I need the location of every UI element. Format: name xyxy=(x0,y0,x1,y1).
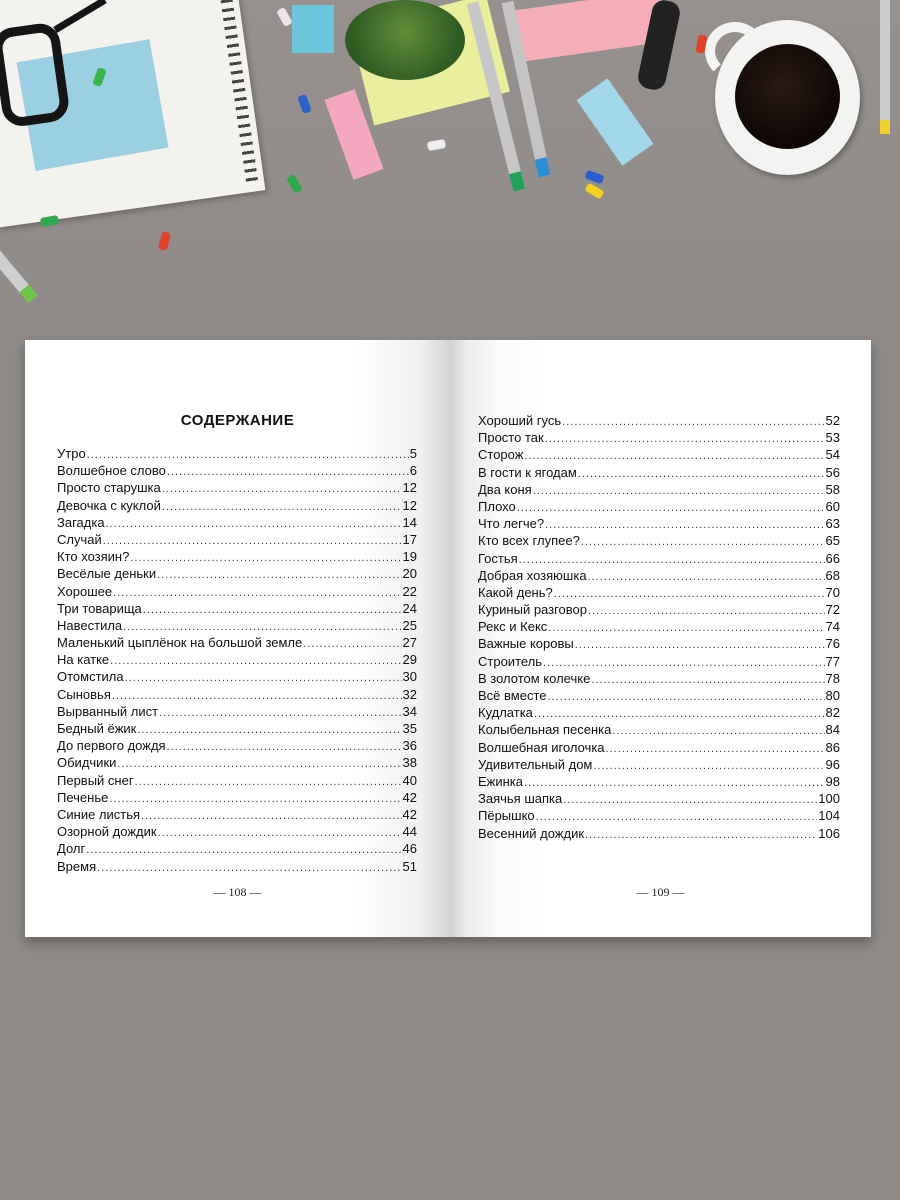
toc-entry-page: 20 xyxy=(402,566,417,582)
toc-entry xyxy=(57,532,417,549)
toc-entry-title: Добрая хозяюшка xyxy=(478,567,587,583)
toc-entry-page: 60 xyxy=(825,498,840,514)
toc-leader-dots xyxy=(117,758,401,770)
toc-entry-title: Кто хозяин? xyxy=(57,549,130,565)
toc-leader-dots xyxy=(97,862,401,874)
toc-leader-dots xyxy=(112,690,402,702)
toc-entry-page: 96 xyxy=(825,756,840,772)
toc-entry-page: 56 xyxy=(825,464,840,480)
toc-leader-dots xyxy=(123,621,401,633)
toc-entry xyxy=(478,568,840,585)
sticky-cube-blue xyxy=(292,5,334,53)
pushpin-icon xyxy=(584,183,604,200)
toc-entry xyxy=(478,516,840,533)
toc-entry-page: 66 xyxy=(825,550,840,566)
toc-entry-title: Отомстила xyxy=(57,669,124,685)
toc-entry-page: 12 xyxy=(402,497,417,513)
toc-entry-title: Два коня xyxy=(478,481,532,497)
toc-entry-title: Бедный ёжик xyxy=(57,721,137,736)
toc-entry-title: Время xyxy=(57,858,97,874)
toc-leader-dots xyxy=(519,554,825,566)
toc-entry xyxy=(57,618,417,635)
toc-heading: СОДЕРЖАНИЕ xyxy=(180,412,295,429)
toc-leader-dots xyxy=(517,502,825,514)
toc-entry-title: Загадка xyxy=(57,514,105,530)
toc-entry xyxy=(57,773,417,790)
toc-entry xyxy=(478,722,840,739)
pencil-yellow xyxy=(880,0,890,134)
toc-entry xyxy=(478,654,840,671)
toc-entry-page: 77 xyxy=(825,653,840,669)
toc-entry xyxy=(57,704,417,721)
toc-leader-dots xyxy=(562,416,824,428)
pencil-lime xyxy=(0,231,38,303)
toc-entry-page: 36 xyxy=(402,738,417,754)
toc-leader-dots xyxy=(158,827,402,839)
toc-leader-dots xyxy=(109,793,401,805)
pushpin-icon xyxy=(276,7,293,27)
toc-entry-title: Первый снег xyxy=(57,772,134,788)
toc-leader-dots xyxy=(86,844,401,856)
toc-entry-page: 63 xyxy=(825,516,840,532)
toc-entry-title: Весенний дождик xyxy=(478,825,585,841)
toc-entry-title: Три товарища xyxy=(57,600,142,616)
toc-leader-dots xyxy=(545,433,825,445)
toc-leader-dots xyxy=(167,741,402,753)
toc-leader-dots xyxy=(578,468,825,480)
toc-entry xyxy=(57,446,417,463)
toc-entry xyxy=(57,566,417,583)
toc-entry xyxy=(57,841,417,858)
toc-entry-page: 38 xyxy=(402,755,417,771)
toc-leader-dots xyxy=(606,743,825,755)
toc-entry xyxy=(478,413,840,430)
toc-leader-dots xyxy=(130,552,401,564)
pushpin-icon xyxy=(585,170,605,185)
succulent-plant xyxy=(345,0,465,80)
toc-entry-page: 98 xyxy=(825,773,840,789)
toc-entry-page: 86 xyxy=(825,739,840,755)
pushpin-icon xyxy=(158,231,171,251)
toc-entry-page: 106 xyxy=(818,825,840,841)
toc-entry-title: Печенье xyxy=(57,789,109,805)
toc-entry-title: До первого дождя xyxy=(57,738,166,754)
toc-entry xyxy=(57,738,417,755)
toc-entry-page: 44 xyxy=(402,824,417,840)
toc-entry-page: 32 xyxy=(402,686,417,702)
toc-leader-dots xyxy=(106,518,402,530)
toc-entry-page: 54 xyxy=(825,447,840,463)
toc-entry-title: Хорошее xyxy=(57,583,113,599)
toc-leader-dots xyxy=(591,674,824,686)
toc-entry-page: 42 xyxy=(402,806,417,822)
toc-entry xyxy=(478,826,840,843)
toc-entry xyxy=(478,636,840,653)
toc-entry-page: 70 xyxy=(825,584,840,600)
toc-entry xyxy=(57,755,417,772)
toc-entry-page: 52 xyxy=(825,413,840,428)
toc-leader-dots xyxy=(303,638,401,650)
toc-entry-title: Хороший гусь xyxy=(478,413,562,428)
toc-entry-page: 78 xyxy=(825,670,840,686)
toc-entry xyxy=(478,757,840,774)
toc-entry-title: Плохо xyxy=(478,498,516,514)
toc-entry xyxy=(57,601,417,618)
toc-leader-dots xyxy=(533,485,825,497)
toc-entry-title: Колыбельная песенка xyxy=(478,722,612,738)
toc-entry xyxy=(478,499,840,516)
toc-entry xyxy=(478,533,840,550)
toc-entry-title: Какой день? xyxy=(478,584,553,600)
toc-entry xyxy=(478,619,840,636)
page-number-right: — 109 — xyxy=(636,885,685,899)
toc-entry-title: Пёрышко xyxy=(478,808,535,824)
toc-leader-dots xyxy=(162,483,402,495)
toc-entry-title: Просто так xyxy=(478,430,544,446)
toc-leader-dots xyxy=(159,707,401,719)
toc-leader-dots xyxy=(113,587,401,599)
toc-entry-page: 76 xyxy=(825,636,840,652)
pushpin-icon xyxy=(297,94,312,114)
toc-leader-dots xyxy=(137,724,401,736)
toc-entry-title: Долг xyxy=(57,841,86,857)
toc-entry-title: Синие листья xyxy=(57,806,141,822)
toc-entry-page: 100 xyxy=(818,791,840,807)
open-book xyxy=(25,340,871,937)
toc-entry xyxy=(478,705,840,722)
toc-entry-page: 34 xyxy=(402,703,417,719)
pushpin-icon xyxy=(427,139,446,151)
coffee-cup xyxy=(715,20,860,175)
toc-entry-page: 24 xyxy=(402,600,417,616)
toc-entry-page: 27 xyxy=(402,635,417,651)
toc-entry xyxy=(57,790,417,807)
toc-entry-title: Весёлые деньки xyxy=(57,566,157,582)
page-number-left: — 108 — xyxy=(213,885,262,899)
toc-entry xyxy=(478,602,840,619)
toc-entry-page: 5 xyxy=(409,446,417,461)
toc-entry-page: 84 xyxy=(825,722,840,738)
toc-entry xyxy=(478,482,840,499)
toc-entry-page: 72 xyxy=(825,602,840,618)
pushpin-icon xyxy=(40,215,59,227)
toc-entry-title: Девочка с куклой xyxy=(57,497,161,513)
toc-entry-title: Важные коровы xyxy=(478,636,574,652)
toc-leader-dots xyxy=(588,571,825,583)
toc-entry xyxy=(478,740,840,757)
toc-leader-dots xyxy=(588,605,825,617)
toc-entry-title: Заячья шапка xyxy=(478,791,563,807)
toc-entry-title: Озорной дождик xyxy=(57,824,157,840)
toc-entry xyxy=(57,687,417,704)
toc-entry-title: Гостья xyxy=(478,550,518,566)
toc-entry-title: Строитель xyxy=(478,653,543,669)
toc-entry-title: В золотом колечке xyxy=(478,670,591,686)
toc-entry-title: Маленький цыплёнок на большой земле xyxy=(57,635,303,651)
toc-entry xyxy=(478,688,840,705)
toc-entry-title: Всё вместе xyxy=(478,688,547,703)
toc-entry-title: Волшебное слово xyxy=(57,463,166,479)
toc-leader-dots xyxy=(524,777,825,789)
toc-entry xyxy=(478,447,840,464)
toc-entry-title: В гости к ягодам xyxy=(478,464,577,480)
toc-entry-title: Сторож xyxy=(478,447,524,463)
toc-entry-title: Просто старушка xyxy=(57,480,161,496)
notebook-spiral xyxy=(216,0,259,183)
toc-entry xyxy=(478,585,840,602)
eraser-blue xyxy=(576,78,653,165)
toc-entry-page: 35 xyxy=(402,721,417,736)
toc-leader-dots xyxy=(547,691,824,703)
toc-leader-dots xyxy=(581,536,825,548)
toc-leader-dots xyxy=(612,725,824,737)
toc-leader-dots xyxy=(87,449,409,461)
coffee xyxy=(735,44,840,149)
toc-entry-page: 42 xyxy=(402,789,417,805)
toc-leader-dots xyxy=(143,604,402,616)
toc-entry-title: Обидчики xyxy=(57,755,117,771)
right-page xyxy=(450,340,871,937)
toc-entry-page: 25 xyxy=(402,617,417,633)
toc-leader-dots xyxy=(534,708,825,720)
toc-entry-page: 30 xyxy=(402,669,417,685)
toc-entry-page: 65 xyxy=(825,533,840,549)
toc-entry-title: Утро xyxy=(57,446,86,461)
toc-entry-page: 22 xyxy=(402,583,417,599)
toc-entry-page: 17 xyxy=(402,531,417,547)
toc-entry xyxy=(478,551,840,568)
toc-entry xyxy=(478,465,840,482)
toc-leader-dots xyxy=(543,657,825,669)
eyeglasses-icon xyxy=(0,0,110,130)
toc-entry-page: 6 xyxy=(409,463,417,479)
toc-entry-page: 51 xyxy=(402,858,417,874)
toc-entry xyxy=(478,774,840,791)
toc-entry xyxy=(57,549,417,566)
toc-leader-dots xyxy=(135,776,402,788)
toc-entry xyxy=(57,824,417,841)
toc-leader-dots xyxy=(548,622,824,634)
toc-entry-page: 40 xyxy=(402,772,417,788)
toc-entry xyxy=(57,635,417,652)
toc-entry-title: Куриный разговор xyxy=(478,602,587,618)
toc-entry-title: Волшебная иголочка xyxy=(478,739,605,755)
toc-leader-dots xyxy=(593,760,824,772)
toc-leader-dots xyxy=(110,655,401,667)
toc-entry xyxy=(57,721,417,738)
toc-leader-dots xyxy=(167,466,409,478)
toc-leader-dots xyxy=(545,519,824,531)
toc-entry-title: Удивительный дом xyxy=(478,756,593,772)
desk-background xyxy=(0,0,900,320)
toc-entry-title: Вырванный лист xyxy=(57,703,159,719)
toc-entry xyxy=(478,808,840,825)
toc-entry-page: 19 xyxy=(402,549,417,565)
toc-list-right xyxy=(478,413,840,843)
toc-entry-page: 53 xyxy=(825,430,840,446)
toc-entry xyxy=(57,480,417,497)
toc-entry-page: 46 xyxy=(402,841,417,857)
toc-entry-title: Кто всех глупее? xyxy=(478,533,580,549)
toc-leader-dots xyxy=(554,588,825,600)
toc-entry xyxy=(57,859,417,876)
toc-entry-page: 74 xyxy=(825,619,840,635)
toc-entry-page: 68 xyxy=(825,567,840,583)
toc-entry xyxy=(57,652,417,669)
toc-entry-page: 82 xyxy=(825,705,840,721)
left-page xyxy=(25,340,450,937)
toc-entry-page: 14 xyxy=(402,514,417,530)
toc-entry-title: Навестила xyxy=(57,617,123,633)
toc-entry-title: Сыновья xyxy=(57,686,111,702)
pushpin-icon xyxy=(286,174,303,194)
toc-entry-page: 104 xyxy=(818,808,840,824)
toc-entry-title: Кудлатка xyxy=(478,705,533,721)
toc-entry-page: 80 xyxy=(825,688,840,703)
toc-entry xyxy=(57,584,417,601)
toc-leader-dots xyxy=(563,794,817,806)
toc-leader-dots xyxy=(157,569,401,581)
toc-leader-dots xyxy=(141,810,401,822)
toc-leader-dots xyxy=(103,535,402,547)
toc-entry-title: Ежинка xyxy=(478,773,524,789)
toc-entry xyxy=(57,463,417,480)
toc-entry-title: Случай xyxy=(57,531,102,547)
toc-entry xyxy=(57,669,417,686)
toc-leader-dots xyxy=(575,639,825,651)
toc-entry xyxy=(478,791,840,808)
toc-entry-page: 29 xyxy=(402,652,417,668)
toc-leader-dots xyxy=(524,450,824,462)
toc-entry-title: Что легче? xyxy=(478,516,545,532)
toc-entry xyxy=(57,498,417,515)
toc-leader-dots xyxy=(125,672,402,684)
toc-list-left xyxy=(57,446,417,876)
toc-entry xyxy=(57,515,417,532)
toc-leader-dots xyxy=(162,501,402,513)
toc-entry xyxy=(57,807,417,824)
toc-entry xyxy=(478,430,840,447)
toc-entry-page: 58 xyxy=(825,481,840,497)
toc-entry-page: 12 xyxy=(402,480,417,496)
toc-entry-title: Рекс и Кекс xyxy=(478,619,548,635)
toc-leader-dots xyxy=(536,811,818,823)
toc-entry-title: На катке xyxy=(57,652,110,668)
toc-leader-dots xyxy=(585,829,817,841)
toc-entry xyxy=(478,671,840,688)
